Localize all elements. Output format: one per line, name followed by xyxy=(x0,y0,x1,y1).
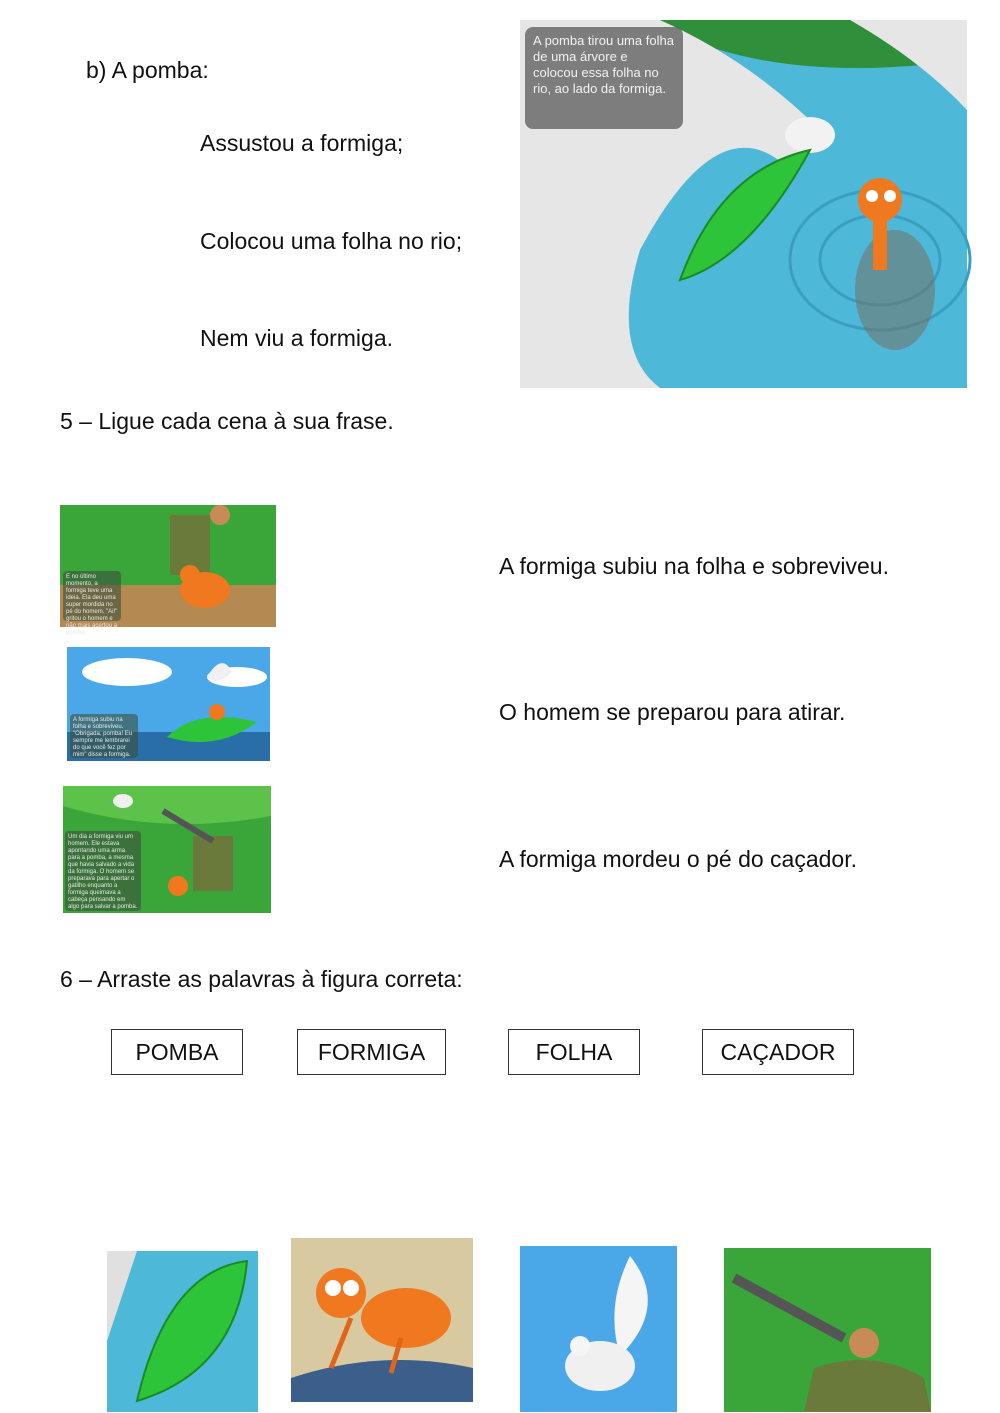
section-b-heading: b) A pomba: xyxy=(86,57,209,83)
scene-2-caption: A formiga subiu na folha e sobreviveu. "Obrigada, pomba! Eu sempre me lembrarei do que você fez por mim" disse a formiga. xyxy=(70,714,138,758)
option-colocou: Colocou uma folha no rio; xyxy=(200,228,463,254)
scene-ant-on-leaf[interactable] xyxy=(67,647,270,761)
sentence-ant-bit-hunter[interactable]: A formiga mordeu o pé do caçador. xyxy=(499,846,857,872)
illustration-caption: A pomba tirou uma folha de uma árvore e colocou essa folha no rio, ao lado da formiga. xyxy=(525,27,683,129)
ant-picture-target[interactable] xyxy=(291,1238,473,1402)
option-assustou: Assustou a formiga; xyxy=(200,130,404,156)
word-formiga[interactable]: FORMIGA xyxy=(297,1029,446,1075)
scene-ant-bites-hunter[interactable] xyxy=(60,505,276,636)
scene-3-caption: Um dia a formiga viu um homem. Ele estava apontando uma arma para a pomba, a mesma que havia salvado a vida da formiga. O homem se preparava para apertar o gatilho enquanto a formiga queimava a cabeça pensando em algo para salvar a pomba. xyxy=(65,831,141,911)
sentence-ant-on-leaf[interactable]: A formiga subiu na folha e sobreviveu. xyxy=(499,553,889,579)
word-pomba[interactable]: POMBA xyxy=(111,1029,243,1075)
option-nem-viu: Nem viu a formiga. xyxy=(200,325,394,351)
word-folha[interactable]: FOLHA xyxy=(508,1029,640,1075)
hunter-picture-target[interactable] xyxy=(724,1248,931,1412)
leaf-picture-target[interactable] xyxy=(107,1251,258,1412)
scene-hunter-aims[interactable] xyxy=(63,786,271,913)
question-5-title: 5 – Ligue cada cena à sua frase. xyxy=(60,408,394,434)
dove-leaf-ant-illustration xyxy=(520,20,967,388)
word-cacador[interactable]: CAÇADOR xyxy=(702,1029,854,1075)
sentence-man-prepared[interactable]: O homem se preparou para atirar. xyxy=(499,699,846,725)
question-6-title: 6 – Arraste as palavras à figura correta: xyxy=(60,966,463,992)
scene-1-caption: E no último momento, a formiga teve uma ideia. Ela deu uma super mordida no pé do homem. "Ai!" gritou o homem e não mais acertou a pomba. xyxy=(63,571,121,621)
dove-picture-target[interactable] xyxy=(520,1246,677,1412)
